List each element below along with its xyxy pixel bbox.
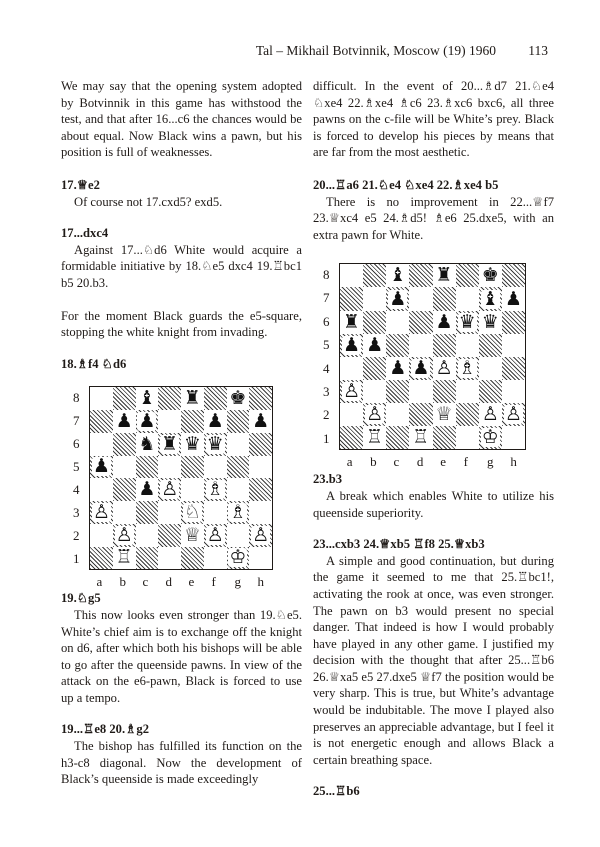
chess-piece: ♟ bbox=[115, 409, 133, 432]
chess-piece: ♟ bbox=[92, 455, 110, 478]
chess-piece: ♕ bbox=[435, 403, 453, 426]
board-square bbox=[227, 456, 250, 479]
file-label: e bbox=[440, 454, 446, 470]
board-square bbox=[456, 264, 479, 287]
board-square bbox=[340, 264, 363, 287]
board-square bbox=[479, 264, 502, 287]
rank-label: 7 bbox=[323, 290, 330, 306]
board-square bbox=[204, 547, 227, 570]
paragraph: A simple and good continuation, but during the game it seemed to me that 25.♖bc1!, activating the rook at once, was even stronger. The pawn on b3 would present no special danger. That indeed is how I would probably have played in any other game. I justified my decision with the thought that after 25...♖b6 26.♕xa5 e5 27.dxe5 ♕f7 the position would be very sharp. This is true, but White’s advantage would be indubitable. The move I played also preserves an appreciable advantage, but I feel it is not energetic enough and allows Black a certain breathing space. bbox=[313, 553, 554, 767]
board-square bbox=[386, 426, 409, 449]
chess-piece: ♝ bbox=[138, 387, 156, 410]
board-square bbox=[340, 403, 363, 426]
chess-piece: ♙ bbox=[252, 523, 270, 546]
board-square bbox=[113, 433, 136, 456]
board-square bbox=[363, 264, 386, 287]
move-heading: 19...♖e8 20.♗g2 bbox=[61, 722, 149, 737]
file-label: a bbox=[346, 454, 353, 470]
file-label: a bbox=[96, 574, 103, 590]
rank-label: 2 bbox=[73, 527, 80, 543]
board-square bbox=[113, 524, 136, 547]
file-label: f bbox=[463, 454, 468, 470]
board-square bbox=[409, 357, 432, 380]
board-square bbox=[433, 357, 456, 380]
board-square bbox=[158, 456, 181, 479]
file-label: g bbox=[486, 454, 494, 470]
chess-piece: ♟ bbox=[412, 356, 430, 379]
board-square bbox=[227, 387, 250, 410]
board-square bbox=[204, 524, 227, 547]
board-square bbox=[502, 311, 525, 334]
move-heading: 17...dxc4 bbox=[61, 226, 109, 241]
board-square bbox=[181, 524, 204, 547]
board-square bbox=[386, 311, 409, 334]
board-square bbox=[363, 380, 386, 403]
chessboard bbox=[89, 386, 273, 570]
board-square bbox=[409, 380, 432, 403]
chess-piece: ♜ bbox=[161, 432, 179, 455]
board-square bbox=[386, 264, 409, 287]
board-square bbox=[502, 403, 525, 426]
chess-piece: ♝ bbox=[481, 287, 499, 310]
board-square bbox=[158, 478, 181, 501]
chess-piece: ♗ bbox=[229, 500, 247, 523]
board-square bbox=[181, 433, 204, 456]
chess-piece: ♖ bbox=[115, 546, 133, 569]
page-header bbox=[0, 43, 600, 63]
move-heading: 19.♘g5 bbox=[61, 591, 101, 606]
page-number: 113 bbox=[528, 43, 548, 58]
board-square bbox=[90, 524, 113, 547]
board-square bbox=[136, 433, 159, 456]
file-label: b bbox=[370, 454, 377, 470]
board-square bbox=[136, 410, 159, 433]
board-square bbox=[409, 426, 432, 449]
paragraph: For the moment Black guards the e5-square, stopping the white knight from invading. bbox=[61, 308, 302, 340]
board-square bbox=[181, 387, 204, 410]
board-square bbox=[113, 410, 136, 433]
board-square bbox=[158, 501, 181, 524]
board-square bbox=[409, 334, 432, 357]
right-column bbox=[313, 78, 554, 800]
rank-label: 6 bbox=[323, 313, 330, 329]
move-heading: 17.♕e2 bbox=[61, 177, 100, 192]
board-square bbox=[433, 426, 456, 449]
file-label: d bbox=[165, 574, 172, 590]
chess-piece: ♜ bbox=[435, 264, 453, 287]
board-square bbox=[340, 357, 363, 380]
board-square bbox=[249, 547, 272, 570]
board-square bbox=[363, 287, 386, 310]
chess-piece: ♞ bbox=[138, 432, 156, 455]
rank-label: 1 bbox=[323, 430, 330, 446]
board-square bbox=[136, 387, 159, 410]
board-square bbox=[409, 264, 432, 287]
board-square bbox=[433, 403, 456, 426]
chess-piece: ♛ bbox=[481, 310, 499, 333]
board-square bbox=[90, 456, 113, 479]
board-square bbox=[204, 410, 227, 433]
board-square bbox=[90, 547, 113, 570]
board-square bbox=[456, 426, 479, 449]
chess-piece: ♟ bbox=[389, 287, 407, 310]
board-square bbox=[479, 380, 502, 403]
left-column bbox=[61, 78, 302, 788]
board-square bbox=[136, 456, 159, 479]
board-square bbox=[204, 433, 227, 456]
chess-piece: ♛ bbox=[183, 432, 201, 455]
board-square bbox=[456, 311, 479, 334]
chess-piece: ♖ bbox=[366, 426, 384, 449]
file-label: b bbox=[119, 574, 126, 590]
rank-label: 8 bbox=[73, 389, 80, 405]
paragraph: There is no improvement in 22...♕f7 23.♕xc4 e5 24.♗d5! ♗e6 25.dxe5, with an extra pawn for White. bbox=[313, 194, 554, 242]
rank-label: 2 bbox=[323, 407, 330, 423]
board-square bbox=[502, 334, 525, 357]
rank-label: 8 bbox=[323, 267, 330, 283]
chess-piece: ♟ bbox=[435, 310, 453, 333]
board-square bbox=[113, 478, 136, 501]
board-square bbox=[249, 433, 272, 456]
file-label: c bbox=[393, 454, 400, 470]
board-square bbox=[363, 311, 386, 334]
board-square bbox=[502, 264, 525, 287]
board-square bbox=[409, 403, 432, 426]
board-square bbox=[502, 426, 525, 449]
board-square bbox=[181, 478, 204, 501]
board-square bbox=[204, 501, 227, 524]
chess-piece: ♜ bbox=[183, 387, 201, 410]
board-square bbox=[136, 478, 159, 501]
file-label: e bbox=[188, 574, 195, 590]
board-square bbox=[158, 524, 181, 547]
board-square bbox=[90, 478, 113, 501]
chess-piece: ♟ bbox=[206, 409, 224, 432]
board-square bbox=[479, 357, 502, 380]
paragraph: The bishop has fulfilled its function on the h3-c8 diagonal. Now the development of Black’s queenside is made exceedingly bbox=[61, 739, 302, 787]
file-label: g bbox=[234, 574, 241, 590]
board-square bbox=[456, 287, 479, 310]
board-square bbox=[386, 380, 409, 403]
move-heading: 23...cxb3 24.♕xb5 ♖f8 25.♕xb3 bbox=[313, 537, 485, 552]
board-square bbox=[227, 478, 250, 501]
rank-label: 3 bbox=[323, 383, 330, 399]
board-square bbox=[113, 501, 136, 524]
board-square bbox=[340, 380, 363, 403]
chess-piece: ♙ bbox=[481, 403, 499, 426]
board-square bbox=[363, 334, 386, 357]
board-square bbox=[456, 380, 479, 403]
rank-label: 4 bbox=[73, 481, 80, 497]
board-square bbox=[363, 403, 386, 426]
rank-label: 6 bbox=[73, 435, 80, 451]
board-square bbox=[249, 387, 272, 410]
chess-piece: ♔ bbox=[481, 426, 499, 449]
board-square bbox=[227, 501, 250, 524]
rank-label: 1 bbox=[73, 550, 80, 566]
chessboard bbox=[339, 263, 526, 450]
board-square bbox=[136, 501, 159, 524]
board-square bbox=[386, 334, 409, 357]
board-square bbox=[204, 478, 227, 501]
chess-diagram-2 bbox=[313, 243, 554, 471]
board-square bbox=[249, 478, 272, 501]
paragraph: Of course not 17.cxd5? exd5. bbox=[74, 194, 223, 209]
board-square bbox=[181, 547, 204, 570]
board-square bbox=[227, 410, 250, 433]
board-square bbox=[227, 524, 250, 547]
board-square bbox=[433, 334, 456, 357]
board-square bbox=[340, 311, 363, 334]
chess-piece: ♝ bbox=[389, 264, 407, 287]
running-title: Tal – Mikhail Botvinnik, Moscow (19) 1960 bbox=[255, 43, 496, 58]
chess-piece: ♙ bbox=[366, 403, 384, 426]
board-square bbox=[249, 456, 272, 479]
board-square bbox=[456, 357, 479, 380]
chess-piece: ♟ bbox=[252, 409, 270, 432]
file-label: c bbox=[142, 574, 149, 590]
board-square bbox=[158, 547, 181, 570]
board-square bbox=[502, 357, 525, 380]
chess-piece: ♙ bbox=[343, 380, 361, 403]
board-square bbox=[409, 287, 432, 310]
board-square bbox=[113, 456, 136, 479]
chess-diagram-1 bbox=[61, 372, 302, 590]
board-square bbox=[204, 456, 227, 479]
board-square bbox=[479, 311, 502, 334]
chess-piece: ♜ bbox=[343, 310, 361, 333]
board-square bbox=[90, 501, 113, 524]
rank-label: 3 bbox=[73, 504, 80, 520]
board-square bbox=[158, 410, 181, 433]
paragraph: We may say that the opening system adopted by Botvinnik in this game has withstood the test, and that after 16...c6 the chances would be about equal. Now Black wins a pawn, but his position is full of weaknesses. bbox=[61, 79, 302, 160]
chess-piece: ♚ bbox=[229, 387, 247, 410]
chess-piece: ♔ bbox=[229, 546, 247, 569]
board-square bbox=[433, 380, 456, 403]
board-square bbox=[409, 311, 432, 334]
board-square bbox=[227, 547, 250, 570]
board-square bbox=[340, 287, 363, 310]
chess-piece: ♛ bbox=[206, 432, 224, 455]
chess-piece: ♙ bbox=[504, 403, 522, 426]
chess-piece: ♚ bbox=[481, 264, 499, 287]
chess-piece: ♙ bbox=[206, 523, 224, 546]
paragraph: Against 17...♘d6 White would acquire a formidable initiative by 18.♘e5 dxc4 19.♖bc1 b5 20.b3. bbox=[61, 242, 302, 290]
board-square bbox=[113, 387, 136, 410]
rank-label: 4 bbox=[323, 360, 330, 376]
board-square bbox=[386, 357, 409, 380]
file-label: f bbox=[211, 574, 216, 590]
move-heading: 20...♖a6 21.♘e4 ♘xe4 22.♗xe4 b5 bbox=[313, 177, 499, 192]
board-square bbox=[386, 403, 409, 426]
move-heading: 18.♗f4 ♘d6 bbox=[61, 356, 127, 371]
board-square bbox=[249, 410, 272, 433]
board-square bbox=[340, 426, 363, 449]
board-square bbox=[113, 547, 136, 570]
move-heading: 25...♖b6 bbox=[313, 784, 360, 799]
board-square bbox=[433, 264, 456, 287]
rank-label: 5 bbox=[323, 337, 330, 353]
file-label: d bbox=[416, 454, 424, 470]
board-square bbox=[90, 433, 113, 456]
board-square bbox=[479, 426, 502, 449]
board-square bbox=[456, 334, 479, 357]
board-square bbox=[340, 334, 363, 357]
chess-piece: ♕ bbox=[183, 523, 201, 546]
board-square bbox=[158, 387, 181, 410]
chess-piece: ♘ bbox=[183, 500, 201, 523]
paragraph: A break which enables White to utilize his queenside superiority. bbox=[313, 488, 554, 520]
chess-piece: ♙ bbox=[161, 478, 179, 501]
chess-piece: ♟ bbox=[138, 409, 156, 432]
board-square bbox=[249, 524, 272, 547]
chess-piece: ♟ bbox=[389, 356, 407, 379]
board-square bbox=[90, 410, 113, 433]
board-square bbox=[136, 547, 159, 570]
board-square bbox=[204, 387, 227, 410]
board-square bbox=[479, 403, 502, 426]
board-square bbox=[433, 287, 456, 310]
board-square bbox=[386, 287, 409, 310]
file-label: h bbox=[257, 574, 264, 590]
paragraph: This now looks even stronger than 19.♘e5. White’s chief aim is to exchange off the knight on d6, after which both his bishops will be able to go after the queenside pawns. In view of the attack on the e6-pawn, Black is forced to use up a tempo. bbox=[61, 607, 302, 705]
board-square bbox=[502, 380, 525, 403]
chess-piece: ♙ bbox=[115, 523, 133, 546]
board-square bbox=[479, 287, 502, 310]
chess-piece: ♗ bbox=[458, 356, 476, 379]
move-heading: 23.b3 bbox=[313, 472, 343, 487]
chess-piece: ♟ bbox=[138, 478, 156, 501]
chess-piece: ♟ bbox=[343, 333, 361, 356]
board-square bbox=[479, 334, 502, 357]
chess-piece: ♛ bbox=[458, 310, 476, 333]
board-square bbox=[249, 501, 272, 524]
board-square bbox=[456, 403, 479, 426]
chess-piece: ♙ bbox=[92, 500, 110, 523]
board-square bbox=[363, 357, 386, 380]
board-square bbox=[90, 387, 113, 410]
board-square bbox=[502, 287, 525, 310]
chess-piece: ♟ bbox=[366, 333, 384, 356]
chess-piece: ♖ bbox=[412, 426, 430, 449]
board-square bbox=[181, 410, 204, 433]
rank-label: 7 bbox=[73, 412, 80, 428]
board-square bbox=[433, 311, 456, 334]
board-square bbox=[181, 456, 204, 479]
paragraph: difficult. In the event of 20...♗d7 21.♘e4 ♘xe4 22.♗xe4 ♗c6 23.♗xc6 bxc6, all three pawns on the c-file will be White’s prey. Black is forced to develop his pieces by means that are far from the most aesthetic. bbox=[313, 79, 554, 160]
board-square bbox=[136, 524, 159, 547]
rank-label: 5 bbox=[73, 458, 80, 474]
chess-piece: ♗ bbox=[206, 478, 224, 501]
board-square bbox=[158, 433, 181, 456]
chess-piece: ♙ bbox=[435, 356, 453, 379]
board-square bbox=[181, 501, 204, 524]
chess-piece: ♟ bbox=[504, 287, 522, 310]
file-label: h bbox=[510, 454, 517, 470]
board-square bbox=[227, 433, 250, 456]
board-square bbox=[363, 426, 386, 449]
